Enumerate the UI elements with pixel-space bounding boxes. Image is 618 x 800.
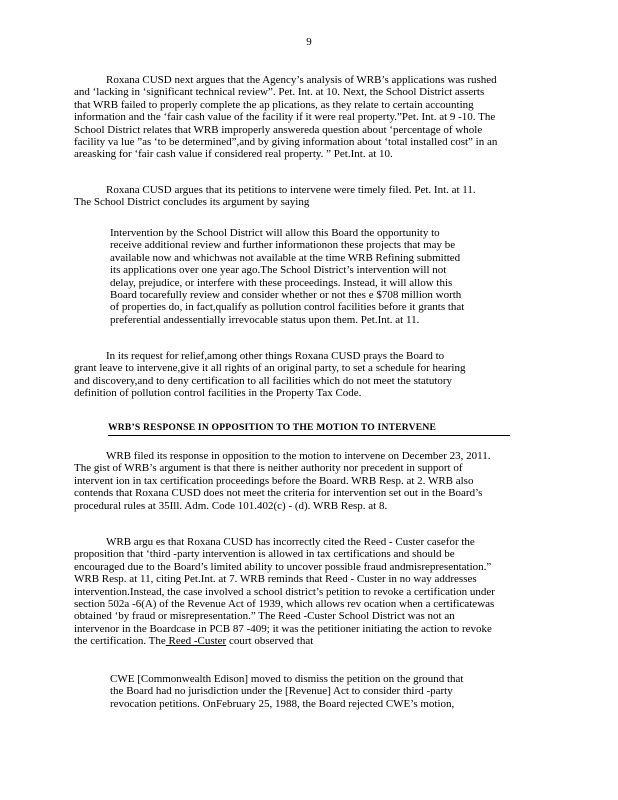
text-line: obtained ‘by fraud or misrepresentation.” The Reed -Custer School District was not an bbox=[74, 610, 455, 623]
text-fragment: court observed that bbox=[226, 635, 314, 648]
paragraph-agency-analysis bbox=[74, 74, 540, 161]
text-line: its applications over one year ago.The School District’s intervention will not bbox=[110, 264, 447, 277]
text-line: Roxana CUSD next argues that the Agency’s analysis of WRB’s applications was rushed bbox=[106, 74, 497, 86]
text-line: WRB Resp. at 11, citing Pet.Int. at 7. WRB reminds that Reed - Custer in no way addresses bbox=[74, 573, 477, 586]
page-number: 9 bbox=[306, 36, 312, 48]
text-line: encouraged due to the Board’s limited ability to uncover possible fraud andmisrepresentation.” bbox=[74, 560, 492, 573]
text-line: Roxana CUSD argues that its petitions to intervene were timely filed. Pet. Int. at 11. bbox=[106, 184, 476, 196]
text-line: preferential andessentially irrevocable status upon them. Pet.Int. at 11. bbox=[110, 313, 420, 326]
text-line: facility va lue ”as ‘to be determined”,and by giving information about ‘total installed cost” in an bbox=[74, 136, 498, 149]
text-line: information and the ‘fair cash value of the facility if it were real property.”Pet. Int. at 9 -10. The bbox=[74, 111, 496, 124]
paragraph-timely-filed bbox=[74, 184, 540, 209]
text-line: intervent ion in tax certification proceedings before the Board. WRB Resp. at 2. WRB also bbox=[74, 474, 474, 487]
text-line: section 502a -6(A) of the Revenue Act of 1939, which allows rev ocation when a certificatewas bbox=[74, 598, 495, 611]
text-line: the Board had no jurisdiction under the [Revenue] Act to consider third -party bbox=[110, 685, 453, 698]
text-line: School District relates that WRB improperly answereda question about ‘percentage of whole bbox=[74, 123, 483, 136]
text-line: the certification. The Reed -Custer court observed that bbox=[74, 635, 314, 648]
text-line: receive additional review and further informationon these projects that may be bbox=[110, 239, 456, 252]
text-line: available now and whichwas not available at the time WRB Refining submitted bbox=[110, 251, 461, 264]
text-line: Intervention by the School District will allow this Board the opportunity to bbox=[110, 227, 440, 239]
text-line: WRB argu es that Roxana CUSD has incorrectly cited the Reed - Custer casefor the bbox=[106, 536, 475, 548]
text-line: and discovery,and to deny certification to all facilities which do not meet the statutory bbox=[74, 374, 453, 387]
text-line: grant leave to intervene,give it all rights of an original party, to set a schedule for hearing bbox=[74, 362, 466, 375]
case-name-underlined: Reed -Custer bbox=[165, 635, 227, 648]
text-line: intervenor in the Boardcase in PCB 87 -409; it was the petitioner initiating the action to revoke bbox=[74, 622, 492, 635]
text-line: Board tocarefully review and consider whether or not thes e $708 million worth bbox=[110, 289, 462, 302]
text-line: procedural rules at 35Ill. Adm. Code 101.402(c) - (d). WRB Resp. at 8. bbox=[74, 499, 388, 512]
block-quote-cwe bbox=[110, 673, 520, 710]
text-line: WRB filed its response in opposition to the motion to intervene on December 23, 2011. bbox=[106, 450, 491, 462]
text-line: The gist of WRB’s argument is that there is neither authority nor precedent in support of bbox=[74, 462, 463, 475]
paragraph-wrb-response bbox=[74, 450, 540, 512]
text-line: CWE [Commonwealth Edison] moved to dismiss the petition on the ground that bbox=[110, 673, 464, 685]
text-line: that WRB failed to properly complete the ap plications, as they relate to certain accounting bbox=[74, 98, 474, 111]
text-line: definition of pollution control facilities in the Property Tax Code. bbox=[74, 387, 362, 400]
text-line: contends that Roxana CUSD does not meet the criteria for intervention set out in the Board’s bbox=[74, 487, 483, 500]
paragraph-request-for-relief bbox=[74, 350, 540, 400]
text-line: and ‘lacking in ‘significant technical review”. Pet. Int. at 10. Next, the School District asserts bbox=[74, 86, 485, 99]
text-line: proposition that ‘third -party intervention is allowed in tax certifications and should be bbox=[74, 548, 455, 561]
section-heading: WRB’S RESPONSE IN OPPOSITION TO THE MOTION TO INTERVENE bbox=[108, 422, 510, 436]
text-line: In its request for relief,among other things Roxana CUSD prays the Board to bbox=[106, 350, 445, 362]
text-line: intervention.Instead, the case involved a school district’s petition to revoke a certification under bbox=[74, 585, 495, 598]
text-line: revocation petitions. OnFebruary 25, 1988, the Board rejected CWE’s motion, bbox=[110, 697, 455, 710]
text-line: The School District concludes its argument by saying bbox=[74, 196, 310, 209]
text-line: delay, prejudice, or interfere with these proceedings. Instead, it will allow this bbox=[110, 276, 453, 289]
paragraph-reed-custer bbox=[74, 536, 540, 648]
text-line: of properties do, in fact,qualify as pollution control facilities before it grants that bbox=[110, 301, 465, 314]
text-line: areasking for ‘fair cash value if considered real property. ” Pet.Int. at 10. bbox=[74, 148, 393, 161]
block-quote-intervention bbox=[110, 227, 520, 326]
